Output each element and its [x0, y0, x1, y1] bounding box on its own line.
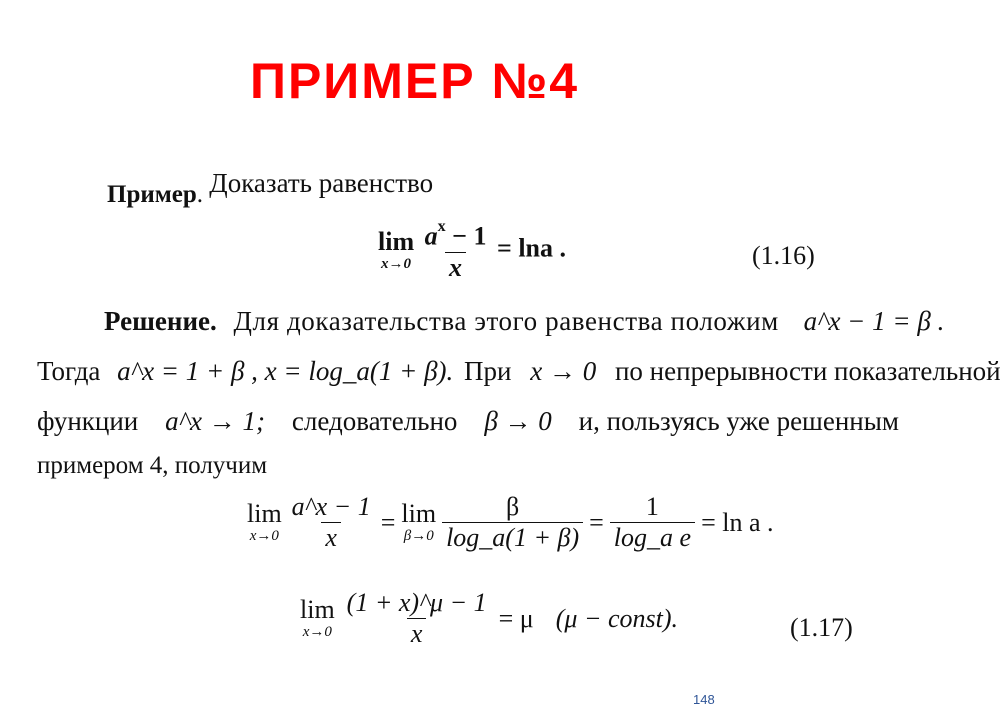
- solution-label: Решение.: [104, 306, 217, 336]
- slide-title: ПРИМЕР №4: [250, 53, 580, 109]
- formula-1-16-rhs: = lna .: [497, 233, 566, 263]
- formula-1-17-lim: lim x→0: [300, 595, 335, 640]
- formula-1-17: lim x→0 $\frac{(1 + x)\^{}\mu - 1}{x}$ = μ (μ − const).: [300, 588, 679, 648]
- chain-fraction-3: $\frac{1}{\text{log\_a e}}$: [610, 492, 695, 553]
- formula-1-17-note: (μ − const).: [555, 603, 679, 633]
- solution-math-1: a^x − 1 = β .: [803, 306, 945, 336]
- formula-1-16: [378, 218, 566, 283]
- example-statement: Доказать равенство: [209, 168, 434, 198]
- solution-line-2: Тогда a^x = 1 + β , x = log_a(1 + β). При x → 0 по непрерывности показательной: [37, 356, 1001, 386]
- formula-1-16-lim: [378, 226, 415, 272]
- example-line: [107, 168, 434, 209]
- lim-subscript: x→0: [381, 255, 412, 272]
- lim-text: lim: [378, 226, 415, 256]
- solution-line-3: функции a^x → 1; следовательно β → 0 и, пользуясь уже решенным: [37, 406, 899, 436]
- limit-chain: lim x→0 $\frac{a\^{}x - 1}{x}$ = lim β→0 $\frac{\beta}{\log\_a(1 + \beta)}$ = $\frac{1}{\text{log\_a e}}$ = ln a .: [247, 492, 774, 552]
- example-label: Пример: [107, 181, 197, 208]
- equation-tag-1-16: (1.16): [752, 241, 815, 270]
- chain-lim-1: lim x→0: [247, 499, 282, 544]
- chain-lim-2: lim β→0: [401, 499, 437, 544]
- solution-line-4: примером 4, получим: [37, 452, 268, 479]
- fraction-denominator: x: [445, 252, 466, 283]
- fraction-numerator: $a^x - 1$: [424, 218, 487, 251]
- chain-fraction-1: $\frac{a\^{}x - 1}{x}$: [291, 492, 371, 552]
- solution-math-3: a^x → 1;: [165, 406, 266, 436]
- solution-line-1: Решение. Для доказательства этого равенства положим a^x − 1 = β .: [104, 306, 945, 336]
- chain-fraction-2: $\frac{\beta}{\log\_a(1 + \beta)}$: [442, 492, 583, 553]
- solution-math-2: a^x = 1 + β , x = log_a(1 + β).: [117, 356, 454, 386]
- page-number: 148: [693, 692, 715, 707]
- formula-1-17-fraction: $\frac{(1 + x)\^{}\mu - 1}{x}$: [346, 588, 487, 648]
- formula-1-16-fraction: [421, 218, 491, 283]
- example-label-punct: .: [196, 181, 204, 208]
- equation-tag-1-17: (1.17): [790, 613, 853, 642]
